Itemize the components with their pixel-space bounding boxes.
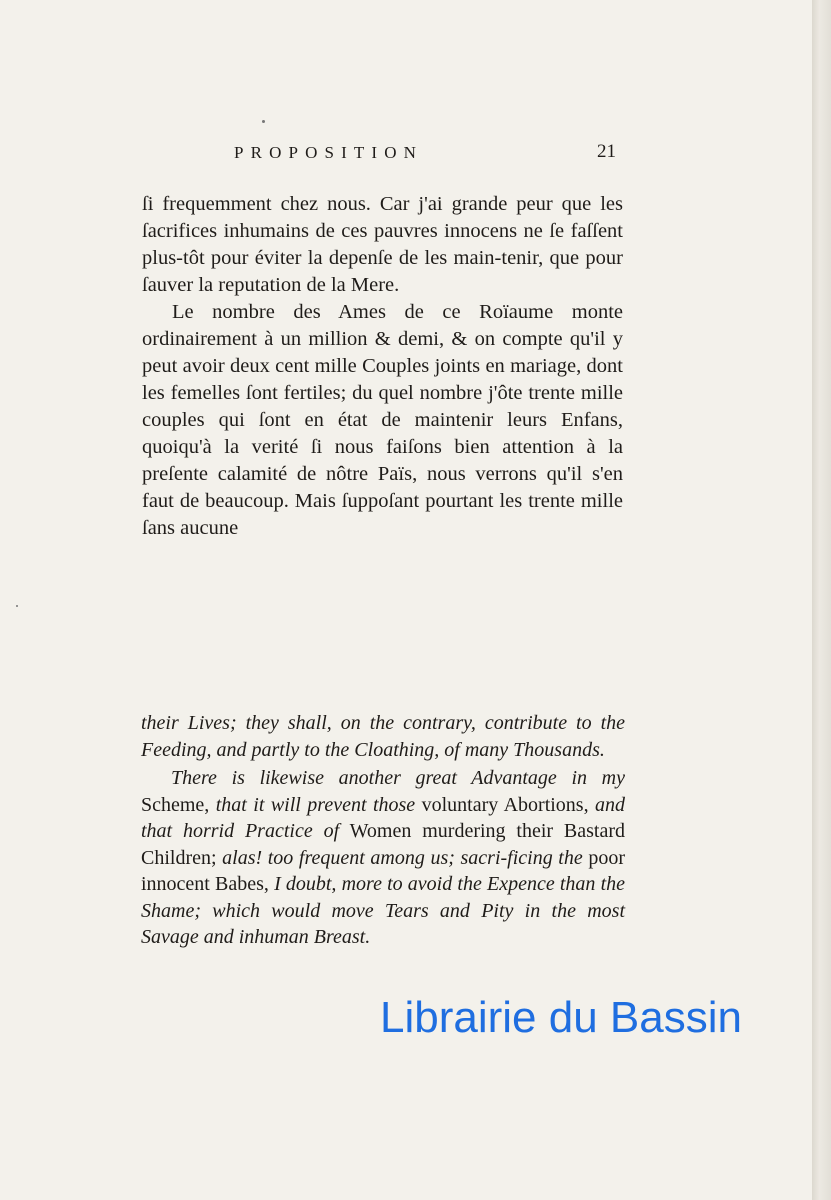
english-fragment: voluntary Abortions, [421,793,589,816]
page-number: 21 [597,141,616,162]
ink-speck [16,605,18,607]
page-edge [812,0,831,1200]
english-fragment: Women murdering their Bastard Children; [141,820,626,869]
english-fragment: alas! too frequent among us; sacri-ficing the [222,846,583,869]
running-title: PROPOSITION [234,143,424,162]
english-paragraph-2 [141,765,625,951]
french-paragraph-2: Le nombre des Ames de ce Roïaume monte ordinairement à un million & demi, & on compte qu'il y peut avoir deux cent mille Couples joints en mariage, dont les femelles ſont fertiles; du quel nombre j'ôte trente mille couples qui ſont en état de maintenir leurs Enfans, quoiqu'à la verité ſi nous faiſons bien attention à la preſente calamité de nôtre Païs, nous verrons qu'il s'en faut de beaucoup. Mais ſuppoſant pourtant les trente mille ſans aucune [142,301,623,539]
english-fragment: I doubt, more to avoid the Expence than the Shame; which would move Tears and Pity in the most Savage and inhuman Breast. [141,873,626,948]
english-paragraph-1: their Lives; they shall, on the contrary, contribute to the Feeding, and partly to the Cloathing, of many Thousands. [141,712,625,761]
english-fragment: and that horrid Practice of [141,793,626,842]
english-fragment: Scheme, [141,793,210,816]
ink-speck [262,120,265,123]
english-fragment: There is likewise another great Advantage in my [171,767,625,789]
english-text-block [141,710,625,951]
english-fragment: that it will prevent those [215,793,416,816]
watermark: Librairie du Bassin [380,993,742,1042]
french-paragraph-1: ſi frequemment chez nous. Car j'ai grande peur que les ſacrifices inhumains de ces pauvres innocens ne ſe faſſent plus-tôt pour éviter la depenſe de les main-tenir, que pour ſauver la reputation de la Mere. [142,193,623,296]
english-fragment: poor innocent Babes, [141,846,626,895]
french-text-block [142,191,623,542]
